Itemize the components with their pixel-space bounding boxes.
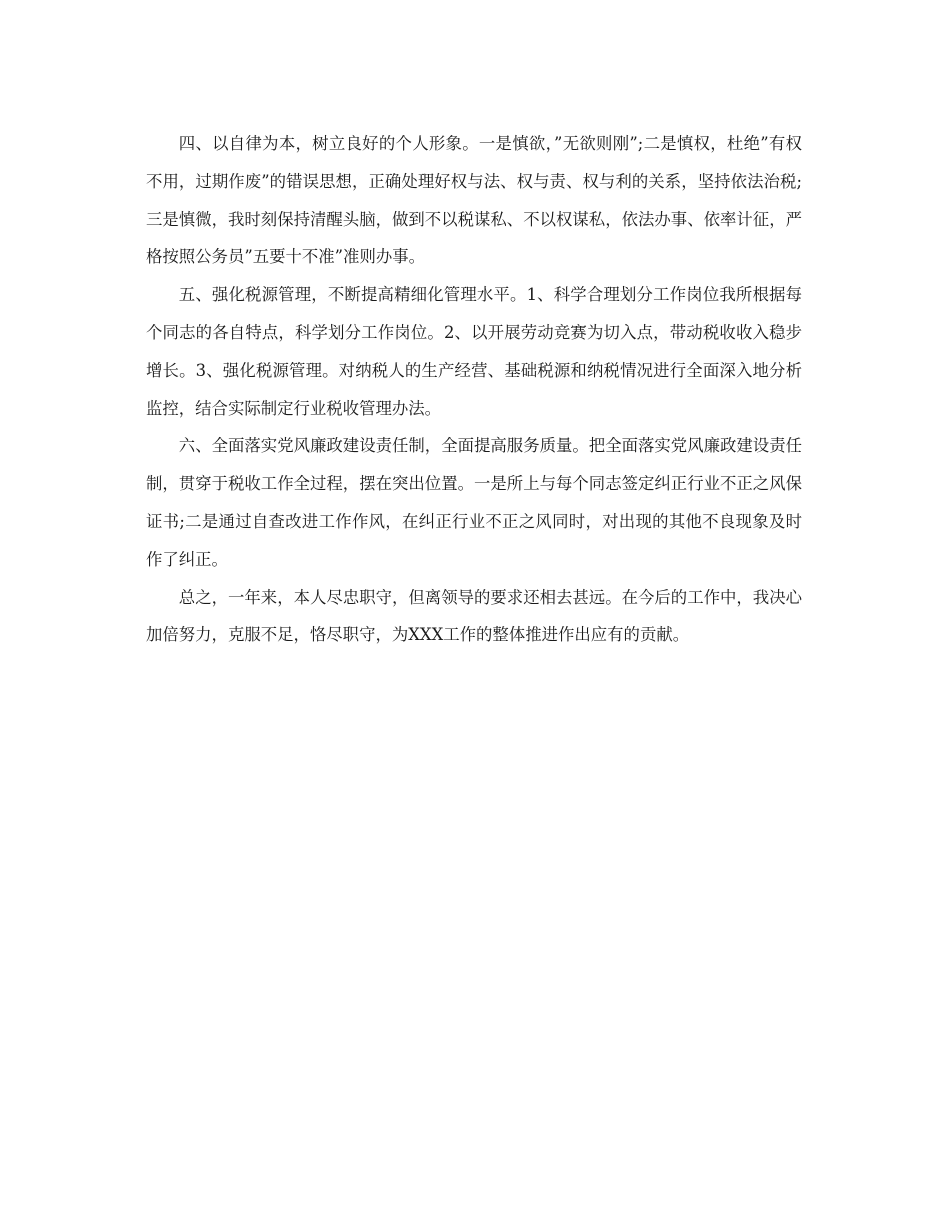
paragraph-self-discipline: 四、以自律为本，树立良好的个人形象。一是慎欲，”无欲则刚”;二是慎权，杜绝”有权不用，过期作废”的错误思想，正确处理好权与法、权与责、权与利的关系，坚持依法治税;三是慎微，我时刻保持清醒头脑，做到不以税谋私、不以权谋私，依法办事、依率计征，严格按照公务员”五要十不准”准则办事。 bbox=[146, 134, 802, 267]
paragraph-integrity-responsibility: 六、全面落实党风廉政建设责任制，全面提高服务质量。把全面落实党风廉政建设责任制，贯穿于税收工作全过程，摆在突出位置。一是所上与每个同志签定纠正行业不正之风保证书;二是通过自查改进工作作风，在纠正行业不正之风同时，对出现的其他不良现象及时作了纠正。 bbox=[146, 436, 802, 569]
paragraph-tax-source-management: 五、强化税源管理，不断提高精细化管理水平。1、科学合理划分工作岗位我所根据每个同志的各自特点，科学划分工作岗位。2、以开展劳动竞赛为切入点，带动税收收入稳步增长。3、强化税源管理。对纳税人的生产经营、基础税源和纳税情况进行全面深入地分析监控，结合实际制定行业税收管理办法。 bbox=[146, 285, 802, 418]
paragraph-conclusion: 总之，一年来，本人尽忠职守，但离领导的要求还相去甚远。在今后的工作中，我决心加倍努力，克服不足，恪尽职守，为XXX工作的整体推进作出应有的贡献。 bbox=[146, 587, 802, 645]
document-body bbox=[146, 125, 802, 654]
